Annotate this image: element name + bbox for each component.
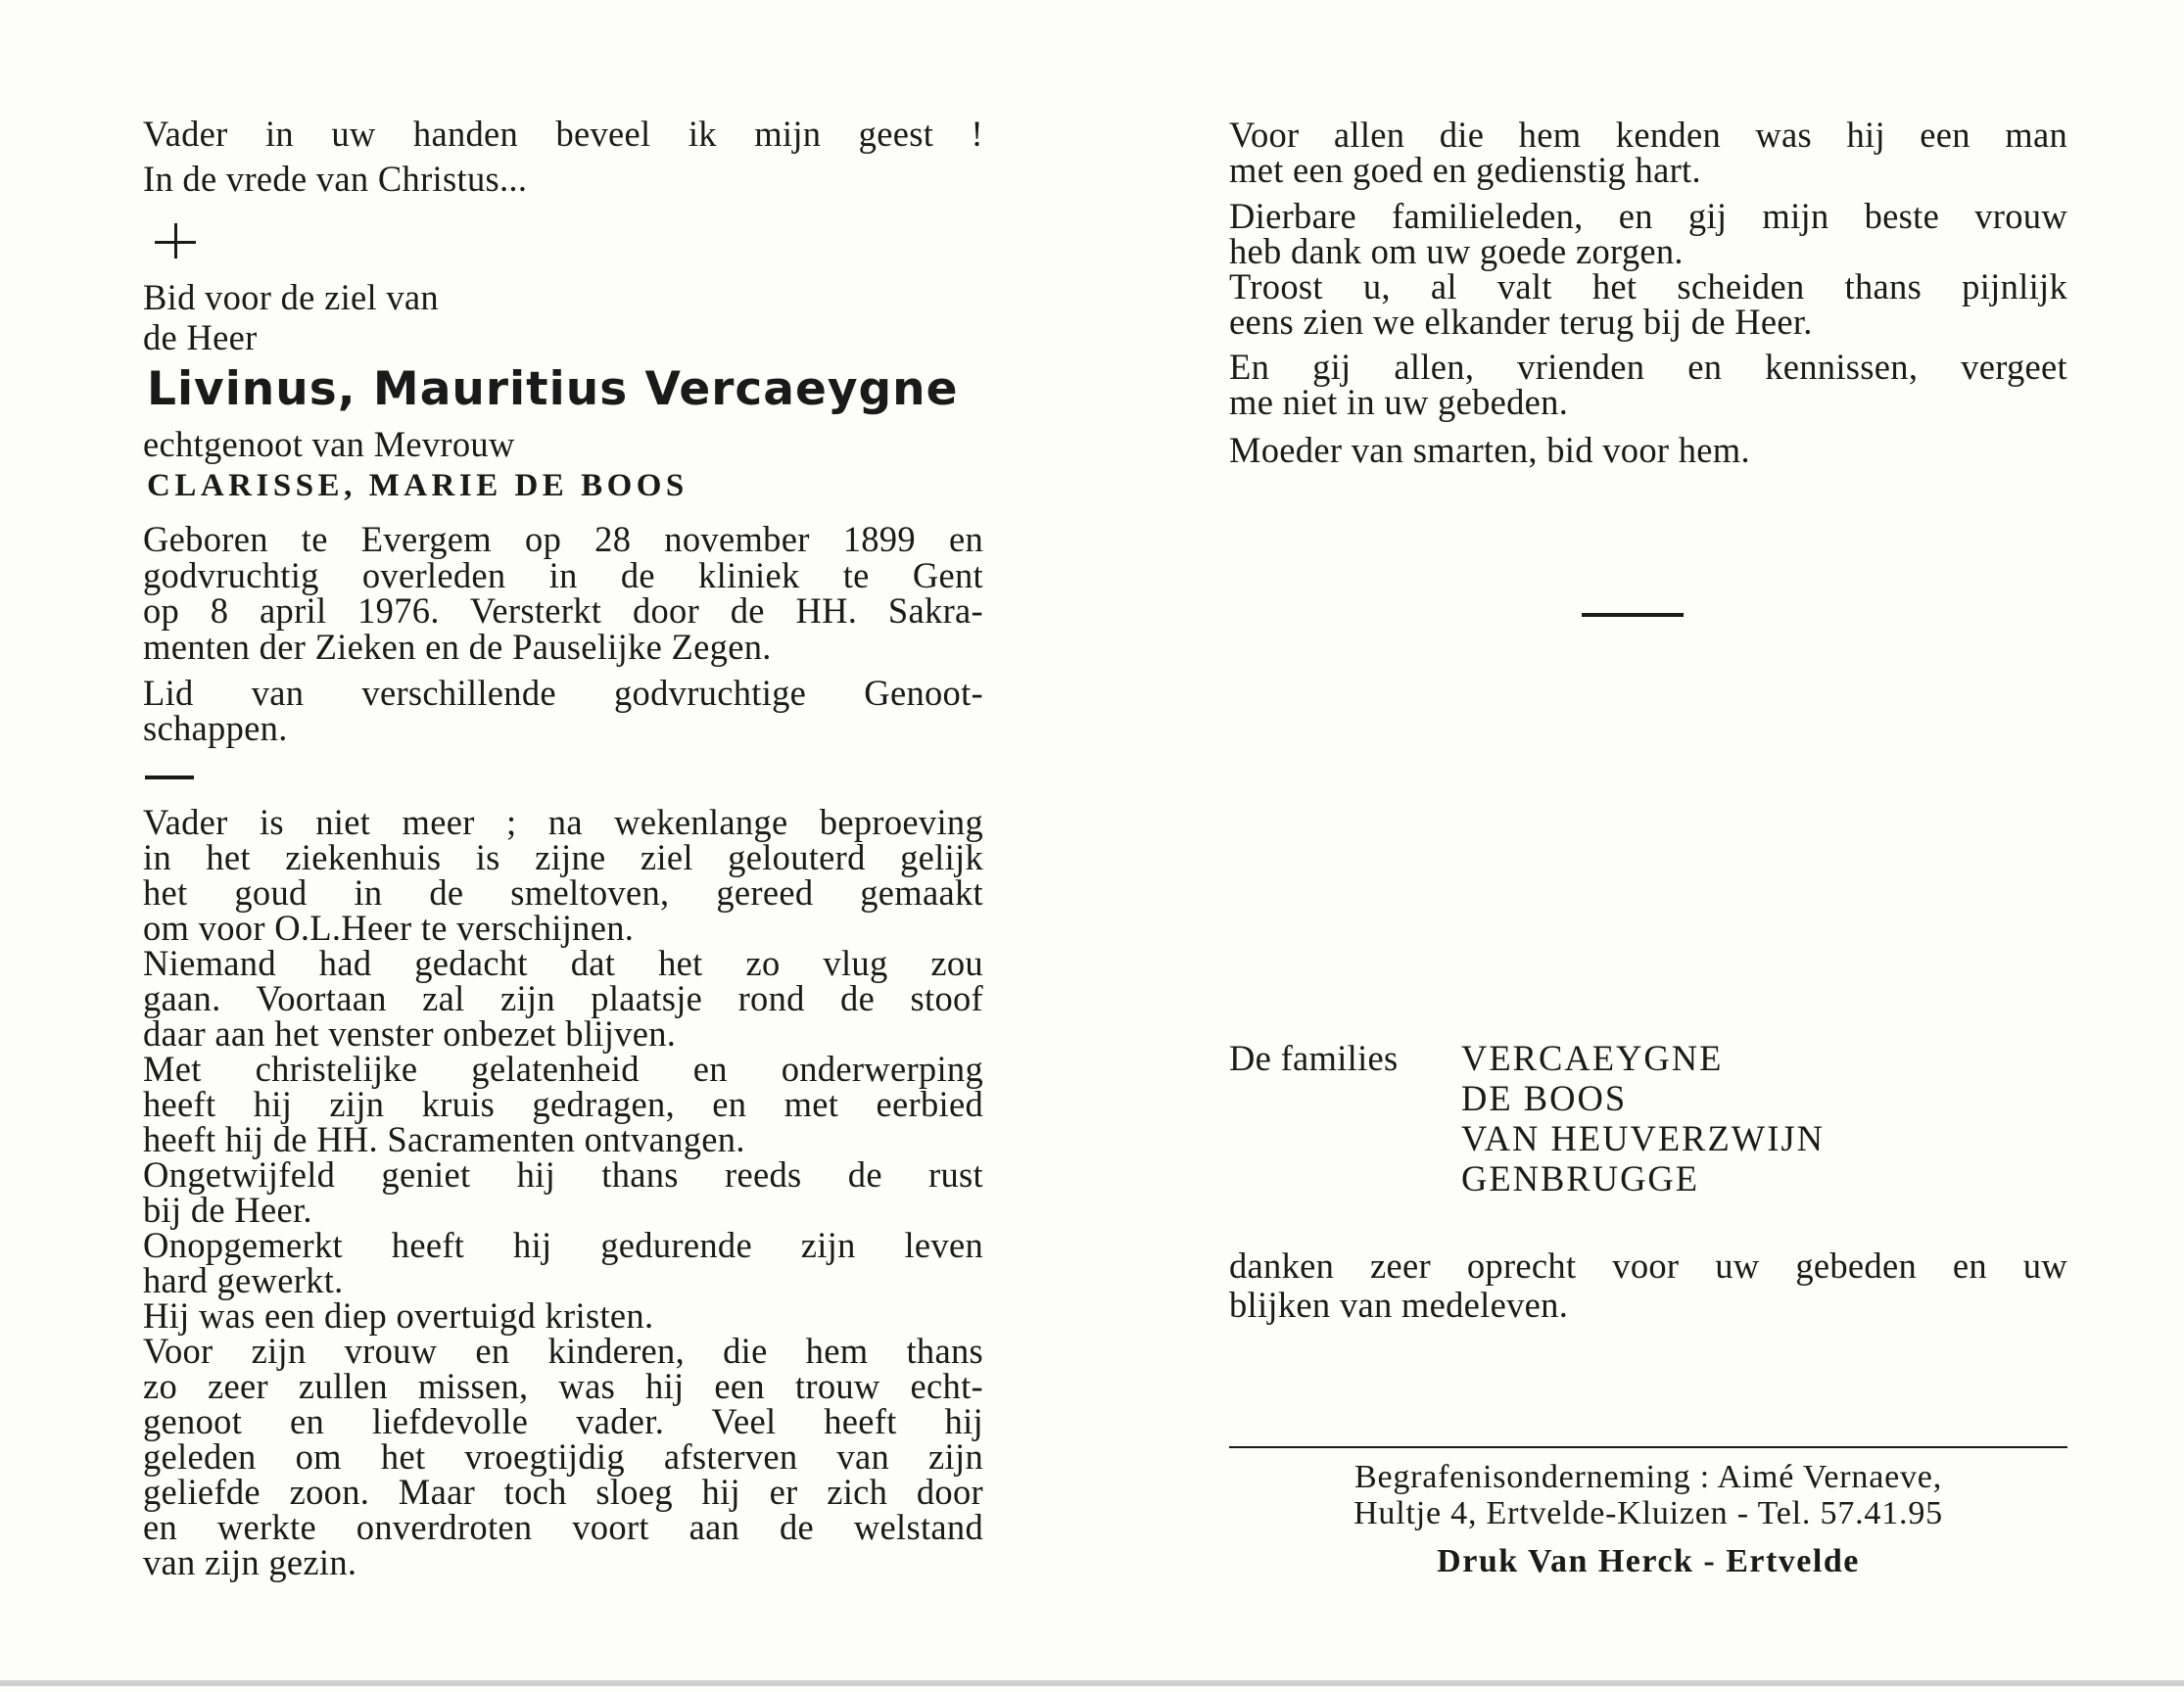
right-paragraph-3: En gij allen, vrienden en kennissen, vergeet me niet in uw gebeden. [1229, 347, 2067, 422]
cross-icon [155, 223, 196, 258]
families-list [1461, 1038, 1825, 1198]
right-paragraph-1: Voor allen die hem kenden was hij een man met een goed en gedienstig hart. [1229, 115, 2067, 190]
opening-line-1: Vader in uw handen beveel ik mijn geest ! [143, 114, 983, 154]
card-bottom-edge [0, 1680, 2184, 1686]
footer-rule [1229, 1446, 2067, 1448]
pray-intro [143, 277, 983, 357]
family-name: VAN HEUVERZWIJN [1461, 1118, 1825, 1158]
right-paragraph-4: Moeder van smarten, bid voor hem. [1229, 430, 1750, 470]
right-paragraph-2: Dierbare familieleden, en gij mijn beste vrouw heb dank om uw goede zorgen. Troost u, al valt het scheiden thans pijnlijk eens zien we elkander terug bij de Heer. [1229, 196, 2067, 342]
family-name: GENBRUGGE [1461, 1158, 1700, 1198]
spouse-intro: echtgenoot van Mevrouw [143, 424, 515, 464]
membership-paragraph: Lid van verschillende godvruchtige Genoot- schappen. [143, 673, 983, 748]
opening-verse [143, 114, 983, 199]
families-prefix: De families [1229, 1038, 1399, 1078]
tribute-paragraph: Vader is niet meer ; na wekenlange beproeving in het ziekenhuis is zijne ziel gelouterd gelijk het goud in de smeltoven, gereed gemaakt om voor O.L.Heer te verschijnen. Niemand had gedacht dat het zo vlug zou gaan. Voortaan zal zijn plaatsje rond de stoof daar aan het venster onbezet blijven. Met christelijke gelatenheid en onderwerping heeft hij zijn kruis gedragen, en met eerbied heeft hij de HH. Sacramenten ontvangen. Ongetwijfeld geniet hij thans reeds de rust bij de Heer. Onopgemerkt heeft hij gedurende zijn leven hard gewerkt. Hij was een diep overtuigd kristen. Voor zijn vrouw en kinderen, die hem thans zo zeer zullen missen, was hij een trouw echt- genoot en liefdevolle vader. Veel heeft hij geleden om het vroegtijdig afsterven van zijn geliefde zoon. Maar toch sloeg hij er zich door en werkte onverdroten voort aan de welstand van zijn gezin. [143, 802, 983, 1582]
right-divider [1582, 613, 1684, 617]
opening-line-2: In de vrede van Christus... [143, 159, 528, 199]
deceased-name: Livinus, Mauritius Vercaeygne [147, 362, 959, 416]
family-name: VERCAEYGNE [1461, 1038, 1724, 1078]
pray-line-2: de Heer [143, 317, 258, 357]
pray-line-1: Bid voor de ziel van [143, 277, 439, 317]
birth-death-paragraph: Geboren te Evergem op 28 november 1899 en godvruchtig overleden in de kliniek te Gent op 8 april 1976. Versterkt door de HH. Sakra- menten der Zieken en de Pauselijke Zegen. [143, 519, 983, 667]
thanks-paragraph: danken zeer oprecht voor uw gebeden en uw blijken van medeleven. [1229, 1246, 2067, 1325]
section-divider [145, 776, 194, 779]
printer-credit: Druk Van Herck - Ertvelde [1437, 1543, 1860, 1579]
family-name: DE BOOS [1461, 1078, 1628, 1118]
undertaker-line-2: Hultje 4, Ertvelde-Kluizen - Tel. 57.41.95 [1353, 1495, 1943, 1531]
undertaker-line-1: Begrafenisonderneming : Aimé Vernaeve, [1353, 1459, 1943, 1495]
spouse-name: CLARISSE, MARIE DE BOOS [147, 468, 688, 503]
